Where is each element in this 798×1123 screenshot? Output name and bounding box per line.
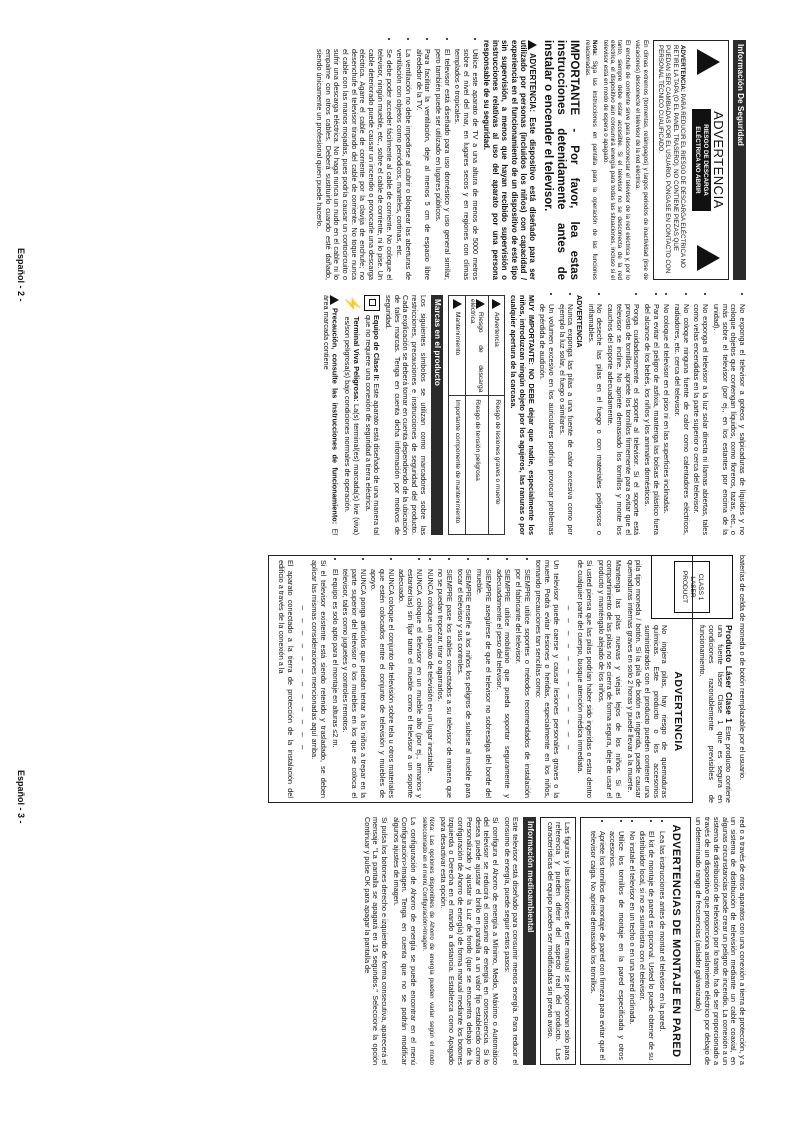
env-paragraph: Si configura el Ahorro de energía a Mínimo, Medio, Máximo o Automático del televisor se reducirá el consumo de energía en consecuencia. Si lo desea puede ajustar el brillo en pantalla a un valor fijo establecido como Personalizado y ajustar la Luz de fondo (que se encuentra debajo de la configuración de Ahorro de energía) de forma manual mediante los botones Izquierda o Derecha en el mando a distancia. Establezca como Apagado para desactivar esta opción. xyxy=(438,817,500,1065)
list-item: • SIEMPRE asegúrese de que el televisor no sobresalga del borde del mueble. xyxy=(474,569,491,798)
lightning-triangle-icon xyxy=(697,245,720,271)
symbols-table xyxy=(448,295,505,535)
laser-label-text: CLASS 1 LASER PRODUCT xyxy=(674,561,710,613)
box-paragraph: Si usted piensa que las pilas podrían haber sido ingeridas o estar dentro de cualquier parte del cuerpo, busque atención médica inmediata. xyxy=(576,560,594,798)
battery-warning-title: ADVERTENCIA xyxy=(672,671,685,752)
laser-label-box xyxy=(651,555,733,619)
laser-text: Este producto contiene una fuente láser Clase 1 que es segura en condiciones razonablemente previsibles de funcionamiento. xyxy=(698,625,734,803)
important-heading: IMPORTANTE - Por favor, lea estas instrucciones detenidamente antes de instalar o encender el televisor. xyxy=(542,40,581,280)
figures-note-box xyxy=(540,817,576,1065)
terminal-lead: Terminal Viva Peligrosa: xyxy=(351,316,361,402)
laser-lead: Producto Láser Clase 1 xyxy=(724,625,735,723)
tip-over-paragraph: Un televisor puede caerse y causar lesiones personales graves o la muerte. Podrá evitar lesiones o heridas, especialmente en los niños, tomando precauciones tan sencillas como: xyxy=(534,560,561,798)
list-item: • SIEMPRE pase los cables conectados a su televisor de manera que no se puedan tropezar, tirar o agarrarlos. xyxy=(436,569,453,798)
list-item: • Nunca exponga las pilas a una fuente de calor excesiva como por ejemplo la luz solar, el fuego o similares. xyxy=(557,304,574,535)
list-item: • Utilice este aparato de TV a una altura de menos de 5000 metros sobre el nivel del mar, en lugares secos y en regiones con climas templados o tropicales. xyxy=(453,49,479,280)
caution-icon xyxy=(330,295,339,305)
marks-header: Marcas en el producto xyxy=(431,295,444,535)
list-item: • Para evitar el peligro de asfixia, mantenga las bolsas de plástico fuera del alcance de los bebés, los niños y los animales domésticos. xyxy=(642,304,659,535)
advertencia-list xyxy=(538,295,575,535)
page2-col1 xyxy=(311,40,746,280)
env-paragraph: Si pulsa los botones derecho e izquierdo de forma consecutiva, aparecerá el mensaje "La pantalla se apagará en 15 segundos." Seleccione la opción Continuar y pulse OK para apagar la pantalla de xyxy=(362,817,390,1065)
lightning-bolt-icon: ⚡ xyxy=(344,295,361,313)
list-item: • No instale el televisor en un techo o en una pared inclinada. xyxy=(627,831,636,1060)
page3-col3 xyxy=(264,555,746,803)
list-item: • Apriete los tornillos de montaje de pared con firmeza para evitar que el televisor caiga. No apriete demasiado los tornillos. xyxy=(588,831,605,1060)
table-row xyxy=(449,296,465,535)
table-cell: Advertencia xyxy=(493,312,501,347)
note-lead: Nota: xyxy=(591,40,599,56)
list-item: • La ventilación no debe impedirse al cubrir o bloquear las aberturas de ventilación con objetos como periódicos, manteles, cortinas, etc. xyxy=(395,49,412,280)
shock-warning-box xyxy=(653,40,730,280)
list-item: • Se debe poder acceder fácilmente al cable de corriente. No coloque el televisor, ningún mueble, etc., sobre el cable de corriente, ni lo pise. Un cable deteriorado puede causar un incendio o provocarle una descarga eléctrica. Agarre el cable de corriente por la clavija de enchufe; no desenchufe el televisor tirando del cable de corriente. No toque nunca el cable con las manos mojadas, pues podría causar un cortocircuito o sufrir una descarga eléctrica. No haga nunca un nudo en el cable ni lo empalme con otros cables. Deberá sustituirlo cuando esté dañado, siendo únicamente un profesional quien puede hacerlo. xyxy=(314,49,392,280)
list-item: • El equipo es solo apto para el montaje en alturas ≤2 m. xyxy=(330,569,339,798)
advertencia-subhead: ADVERTENCIA xyxy=(575,295,585,348)
battery-warning-box xyxy=(268,555,693,803)
table-cell: Mantenimiento xyxy=(453,312,461,356)
page-number-3: Español - 3 - xyxy=(16,770,26,824)
table-cell: Riesgo de tensión peligrosa xyxy=(465,396,489,535)
ground-paragraph: El aparato conectado a la tierra de protección de la instalación del edificio a través de la conexión a la xyxy=(277,560,295,798)
box-paragraph: Mantenga las pilas nuevas y viejas lejos de los niños. Si el compartimiento de las pilas no se cierra de forma segura, deje de usar el producto y manténgalo alejado de los niños. xyxy=(596,560,623,798)
warning-box-title: ADVERTENCIA xyxy=(711,111,727,209)
warning-triangle-icon xyxy=(697,49,720,75)
paragraph-plug: El enchufe de corriente sirve para desconectar el televisor de la red eléctrica y, por lo tanto, siempre debe estar accesible. Si el televisor no se desconecta de la red eléctrica, el dispositivo aún consumirá energía para todas las situaciones, incluso si el televisor está en modo de espera o apagado. xyxy=(601,40,631,280)
page2-col2 xyxy=(319,295,746,535)
list-item: • SIEMPRE utilice mobiliario que pueda soportar seguramente y adecuadamente el peso del televisor. xyxy=(494,569,511,798)
class-ii-text: Este aparato está diseñado de una manera tal que no requiere una conexión de seguridad a tierra eléctrica. xyxy=(363,315,382,536)
maintenance-mini-icon xyxy=(453,299,462,309)
page2-col2-list xyxy=(586,295,746,535)
list-item: • El kit de montaje de pared es opcional. Usted lo puede obtener de su distribuidor local, si no se suministra con el televisor. xyxy=(638,831,655,1060)
page-3 xyxy=(34,555,746,1075)
tip-over-list xyxy=(330,560,531,798)
list-item: • NUNCA coloque el televisor en un mueble alto (por ej., armarios y estanterías) sin fijar tanto el mueble como el televisor a un soporte adecuado. xyxy=(397,569,423,798)
caution-text: El área marcada contiene xyxy=(322,295,341,536)
coin-battery-line: baterías de celda de moneda o de botón reemplazable por el usuario. xyxy=(738,555,747,781)
dash-divider: – – – – – – – – – – – – xyxy=(298,605,308,753)
marks-paragraph: Los siguientes símbolos se utilizan como marcadores sobre las restricciones, precauciones e instrucciones de seguridad del producto. Cada explicación se deberá tomar en cuenta dependiendo de la ubicación de tales marcas. Tenga en cuenta dicha información por motivos de seguridad. xyxy=(383,295,428,535)
list-item: • NUNCA coloque el conjunto de televisión sobre tela u otros materiales que estén colocados entre el conjunto de televisión y muebles de apoyo. xyxy=(369,569,395,798)
muy-importante: MUY IMPORTANTE: NO DEBE dejar que nadie, especialmente los niños, introduzcan ningún objeto por los agujeros, las ranuras o por cualquier apertura de la carcasa. xyxy=(509,295,536,535)
wall-mount-title: ADVERTENCIAS DE MONTAJE EN PARED xyxy=(669,824,682,1058)
advert-paragraph: ADVERTENCIA: Este dispositivo está diseñado para ser utilizado por personas (incluidos los niños) con capacidad / experiencia en el funcionamiento de un dispositivo de este tipo sin supervisión, a menos que hayan recibido supervisión o instrucciones relativas al uso del aparato por una persona responsable de su seguridad. xyxy=(482,40,538,280)
list-item: • No deseche las pilas en el fuego o con materiales peligrosos o inflamables. xyxy=(586,304,603,535)
dash-divider: – – – – – – – – – – – – xyxy=(564,605,574,753)
warning-text-lead: ADVERTENCIA: xyxy=(679,45,687,92)
list-item: • El televisor está diseñado para uso doméstico y uso general similar, pero también puede ser utilizado en lugares públicos. xyxy=(433,49,450,280)
terminal-text: La(s) terminal(es) marcada(s) live (viva) es/son peligrosa(s) bajo condiciones normales de operación. xyxy=(343,316,361,535)
page2-col1-list xyxy=(314,40,479,280)
list-item: • No exponga el televisor a goteos y salpicaduras de líquidos y no coloque objetos que contengan líquidos, como floreros, tazas, etc., o más sobre el televisor (por ej., en los estantes por encima de la unidad). xyxy=(711,304,746,535)
warning-box-inner: RIESGO DE DESCARGA ELÉCTRICA NO ABRIR xyxy=(692,109,710,211)
list-item: • No exponga el televisor a la luz solar directa ni llamas abiertas, tales como velas encendidas en la parte superior o cerca del televisor. xyxy=(692,304,709,535)
list-item: • No coloque ninguna fuente de calor como calentadores eléctricos, radiadores, etc. cerca del televisor. xyxy=(672,304,689,535)
table-cell: Importante componente de mantenimiento xyxy=(449,396,465,535)
list-item: • NUNCA ponga artículos que puedan tentar a los niños a trepar en la parte superior del televisor o los muebles en los que se coloca el televisor, tales como juguetes y controles remotos. xyxy=(341,569,367,798)
caution-lead: Precaución, consulte las instrucciones de funcionamiento: xyxy=(331,308,341,525)
wall-mount-box xyxy=(580,817,691,1065)
paragraph-storms: En climas extremos (tormentas, relámpagos) y largos periodos de inactividad (irse de vacaciones) desconecte el televisor de la red eléctrica. xyxy=(634,40,649,280)
wall-mount-list xyxy=(588,822,666,1060)
warning-mini-icon xyxy=(492,299,501,309)
class-ii-lead: Equipo de Clase II: xyxy=(372,315,382,382)
table-row xyxy=(465,296,489,535)
env-paragraph: Este televisor está diseñado para consumir menos energía. Para reducir el consumo de energía, puede seguir estos pasos: xyxy=(502,817,521,1065)
table-row xyxy=(489,296,505,535)
list-item: • Un volumen excesivo en los auriculares podrían provocar problemas de pérdida de audición. xyxy=(538,304,555,535)
list-item: • Ponga cuidadosamente el soporte al televisor. Si el soporte está provisto de tornillos, apriete los tornillos firmemente para evitar que el televisor se incline. No apriete demasiado los tornillos y monte los cauchos del soporte adecuadamente. xyxy=(605,304,640,535)
page3-col4 xyxy=(359,817,746,1065)
list-item: • Utilice los tornillos de montaje en la pared especificada y otros accesorios. xyxy=(608,831,625,1060)
warning-text: PARA REDUCIR EL RIESGO DE DESCARGA ELÉCTRICA NO RETIRE LA TAPA (O EL PANEL TRASERO). NO CONTIENE PIEZAS QUE PUEDAN SER CAMBIADAS POR EL USUARIO. PÓNGASE EN CONTACTO CON PERSONAL TÉCNICO CUALIFICADO. xyxy=(656,45,687,274)
environment-header: Información medioambiental xyxy=(523,817,536,1065)
list-item: • No coloque el televisor en el piso ni en las superficies inclinadas. xyxy=(662,304,671,535)
figures-note: Las figuras y las ilustraciones de este manual se proporcionan solo para referencia y pueden diferir del aspecto real del producto. Las características del equipo pueden ser modificadas sin previo aviso. xyxy=(545,822,573,1060)
warning-mini-icon xyxy=(528,40,537,50)
list-item: • Lea las instrucciones antes de montar el televisor en la pared. xyxy=(657,831,666,1060)
table-cell: Riesgo de descarga eléctrica xyxy=(469,299,485,393)
env-note: Nota: Las opciones disponibles de Ahorro de energía pueden variar según el modo seleccionado en el menú Configuración>Imagen. xyxy=(420,817,436,1065)
page-2 xyxy=(34,40,746,540)
move-paragraph: Si el televisor existente está siendo retenido y trasladado, se deben aplicar las mismas consideraciones mencionadas aquí arriba. xyxy=(310,560,328,798)
page-number-2: Español - 2 - xyxy=(16,248,26,302)
list-item: • SIEMPRE utilice soportes o métodos recomendados de instalación por el fabricante del televisor. xyxy=(513,569,530,798)
box-paragraph: No ingiera pilas, hay riesgo de quemaduras químicas. Este producto o los accesorios suministrados con el producto pueden contener una pila tipo moneda / botón. Si la pila de botón es ingerida, puede causar quemaduras internas graves en solo 2 horas y puede llevar a la muerte. xyxy=(625,560,670,798)
list-item: • NUNCA coloque un aparato de televisión en un lugar inestable. xyxy=(425,569,434,798)
lightning-mini-icon xyxy=(476,299,485,309)
table-cell: Riesgo de lesiones graves o muerte xyxy=(489,396,505,535)
list-item: • Para facilitar la ventilación, deje al menos 5 cm de espacio libre alrededor de la TV. xyxy=(414,49,431,280)
note-text: Siga las instrucciones en pantalla para la operación de las funciones relacionadas. xyxy=(583,40,599,280)
list-item: • SIEMPRE enseñe a los niños los peligros de subirse al mueble para tocar el televisor y sus controles. xyxy=(455,569,472,798)
section-safety-header: Información De Seguridad xyxy=(733,40,746,280)
class-ii-icon xyxy=(364,295,380,311)
env-paragraph: La configuración de Ahorro de energía se puede encontrar en el menú Configuración>Imagen. Tenga en cuenta que no se podrán modificar algunos ajustes de imagen. xyxy=(391,817,419,1065)
coax-paragraph: red o a través de otros aparatos con una conexión a tierra de protección, y a un sistema de distribución de televisión mediante un cable coaxial, en algunas circunstancias puede crear un peligro de incendio. La conexión a un sistema de distribución de televisión por lo tanto, ha de ser proporcionado a través de un dispositivo que proporciona aislamiento eléctrico por debajo de un determinado rango de frecuencias (aislador galvanizado) xyxy=(694,817,747,1065)
